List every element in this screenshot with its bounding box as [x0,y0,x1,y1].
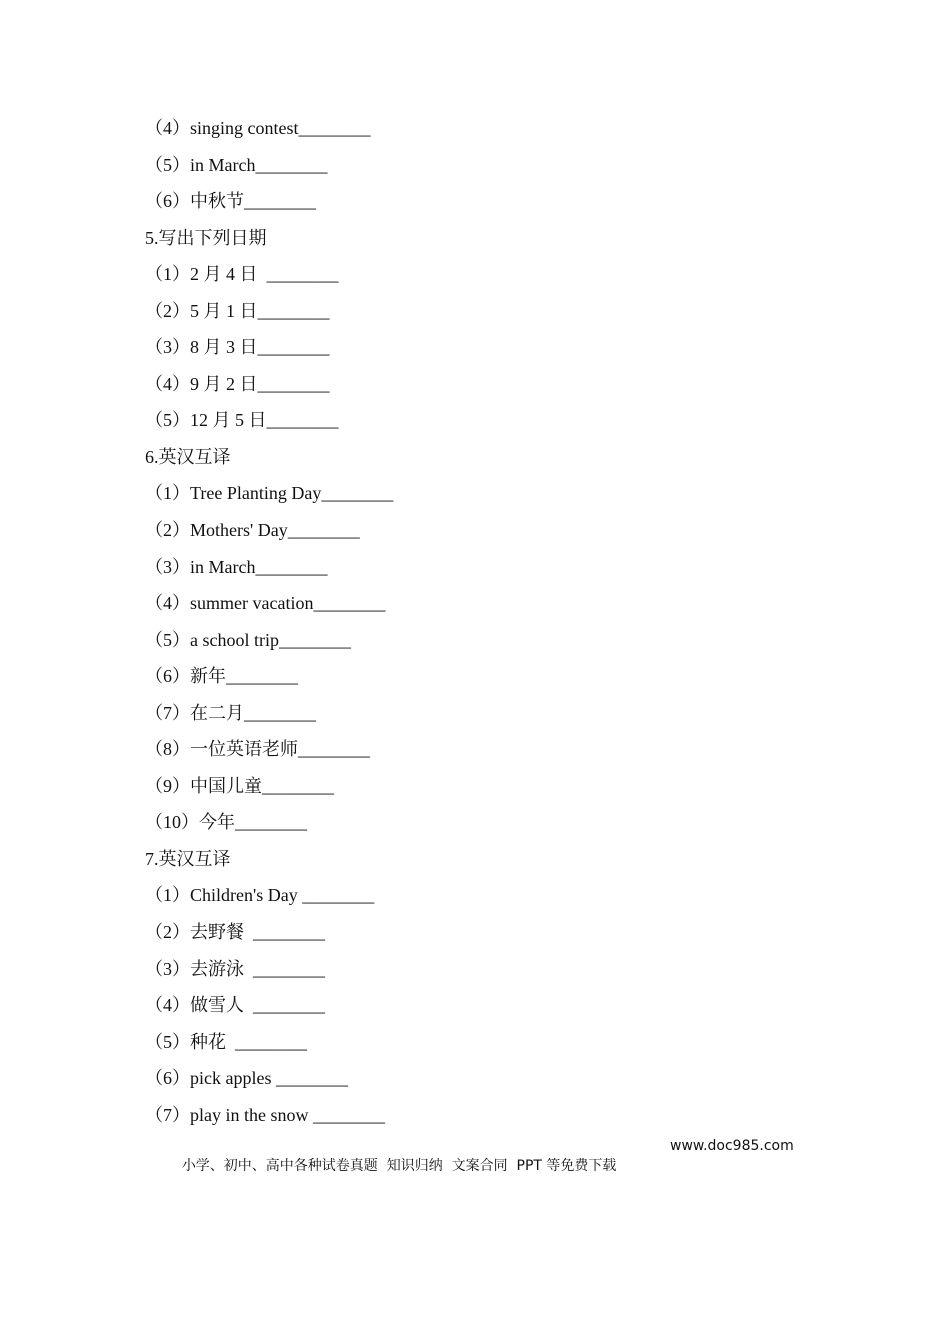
exercise-item: （2）5 月 1 日________ [145,301,330,321]
exercise-item: （10）今年________ [145,812,307,832]
exercise-item: （5）a school trip________ [145,630,351,650]
exercise-item: （4）summer vacation________ [145,593,386,613]
exercise-item: （5）种花 ________ [145,1032,307,1052]
page-footer [164,1136,794,1216]
exercise-item: （6）新年________ [145,666,298,686]
section-heading: 7.英汉互译 [145,849,231,869]
exercise-item: （8）一位英语老师________ [145,739,370,759]
exercise-item: （1）Tree Planting Day________ [145,483,394,503]
exercise-item: （5）in March________ [145,155,328,175]
exercise-item: （2）Mothers' Day________ [145,520,360,540]
exercise-item: （4）做雪人 ________ [145,995,325,1015]
exercise-item: （4）9 月 2 日________ [145,374,330,394]
section-heading: 5.写出下列日期 [145,228,267,248]
exercise-item: （3）8 月 3 日________ [145,337,330,357]
footer-text: 小学、初中、高中各种试卷真题 知识归纳 文案合同 PPT 等免费下载 [181,1158,617,1174]
exercise-item: （2）去野餐 ________ [145,922,325,942]
exercise-item: （7）在二月________ [145,703,316,723]
exercise-item: （3）in March________ [145,557,328,577]
exercise-item: （6）中秋节________ [145,191,316,211]
exercise-item: （1）Children's Day ________ [145,885,375,905]
footer-website-link[interactable]: www.doc985.com [670,1138,794,1154]
exercise-item: （5）12 月 5 日________ [145,410,339,430]
exercise-item: （1）2 月 4 日 ________ [145,264,339,284]
exercise-item: （4）singing contest________ [145,118,371,138]
section-heading: 6.英汉互译 [145,447,231,467]
exercise-item: （7）play in the snow ________ [145,1105,385,1125]
exercise-item: （9）中国儿童________ [145,776,334,796]
exercise-item: （6）pick apples ________ [145,1068,348,1088]
exercise-item: （3）去游泳 ________ [145,959,325,979]
